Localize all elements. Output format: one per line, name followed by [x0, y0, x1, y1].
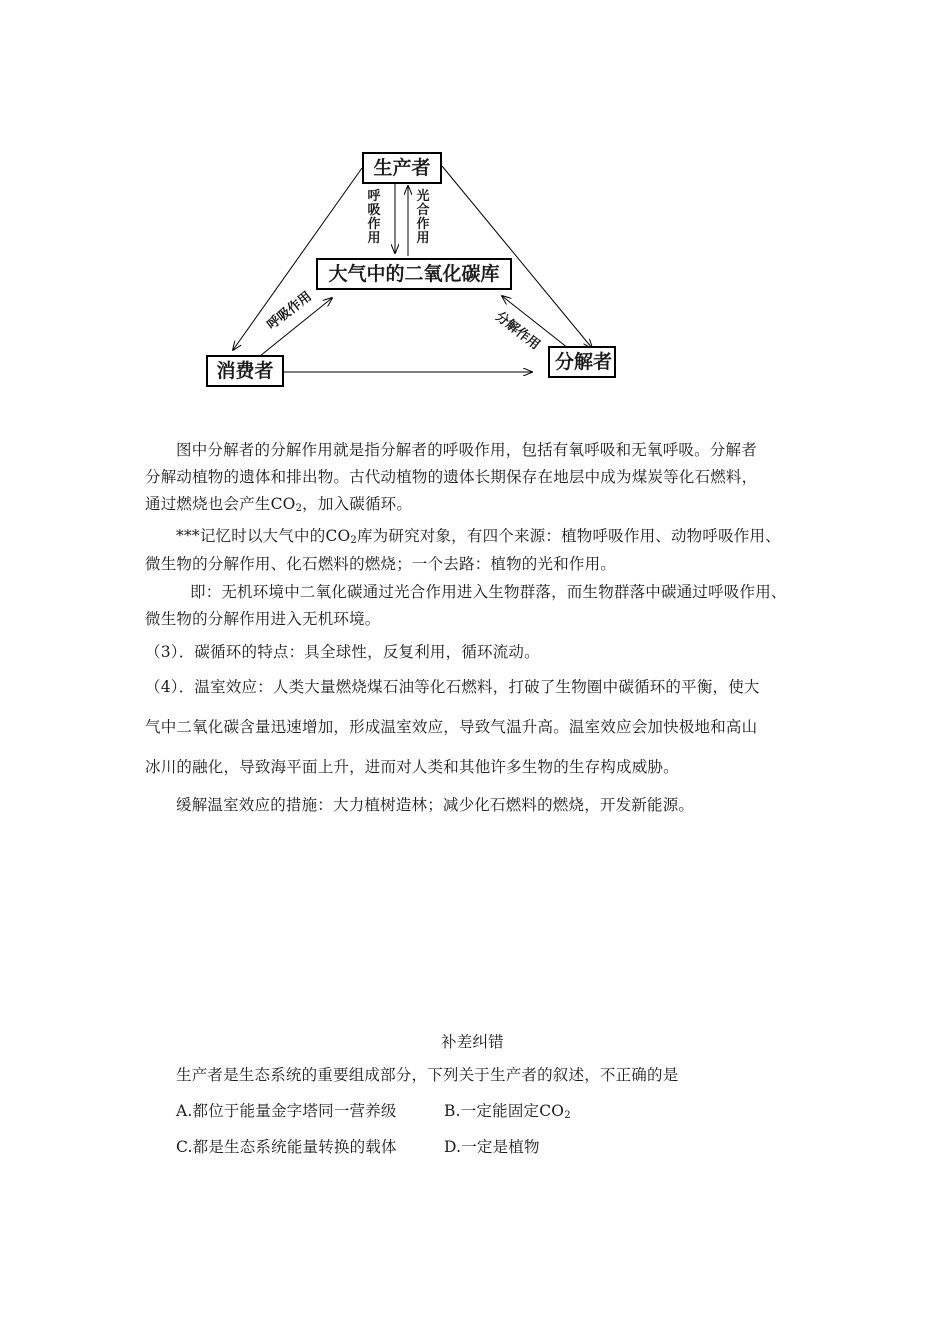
paragraph-line: 微生物的分解作用、化石燃料的燃烧；一个去路：植物的光和作用。: [145, 555, 617, 573]
paragraph-line: （4）．温室效应：人类大量燃烧煤石油等化石燃料，打破了生物圈中碳循环的平衡，使大: [145, 678, 760, 696]
paragraph-line: 分解动植物的遗体和排出物。古代动植物的遗体长期保存在地层中成为煤炭等化石燃料，: [145, 468, 758, 486]
option-c: C.都是生态系统能量转换的载体: [176, 1138, 397, 1156]
carbon-cycle-diagram: [180, 140, 660, 390]
paragraph-line: （3）．碳循环的特点：具全球性，反复利用，循环流动。: [145, 643, 540, 661]
node-consumer: 消费者: [206, 355, 284, 387]
label-producer-respiration: 呼吸作用: [367, 189, 381, 246]
label-photosynthesis: 光合作用: [416, 189, 430, 246]
paragraph-line: 冰川的融化，导致海平面上升，进而对人类和其他许多生物的生存构成威胁。: [145, 758, 679, 776]
paragraph-line: 即：无机环境中二氧化碳通过光合作用进入生物群落，而生物群落中碳通过呼吸作用、: [190, 583, 787, 601]
option-a: A.都位于能量金字塔同一营养级: [176, 1102, 397, 1120]
paragraph-line: 气中二氧化碳含量迅速增加，形成温室效应，导致气温升高。温室效应会加快极地和高山: [145, 718, 758, 736]
node-co2-pool: 大气中的二氧化碳库: [316, 258, 512, 290]
paragraph-line: 缓解温室效应的措施：大力植树造林；减少化石燃料的燃烧，开发新能源。: [176, 796, 695, 814]
text-segment: 库为研究对象，有四个来源：植物呼吸作用、动物呼吸作用、: [356, 527, 781, 545]
label-consumer-respiration: 呼吸作用: [264, 289, 315, 333]
paragraph-line: [176, 524, 781, 546]
exercise-heading: 补差纠错: [441, 1033, 504, 1051]
paragraph-line: [145, 492, 412, 514]
subscript: 2: [295, 503, 303, 514]
option-d: D.一定是植物: [444, 1138, 540, 1156]
text-segment: 通过燃烧也会产生CO: [145, 495, 296, 513]
text-segment: ***记忆时以大气中的CO: [176, 527, 351, 545]
node-producer: 生产者: [362, 152, 442, 184]
text-segment: ，加入碳循环。: [302, 495, 413, 513]
subscript: 2: [564, 1110, 571, 1121]
paragraph-line: 微生物的分解作用进入无机环境。: [145, 610, 381, 628]
subscript: 2: [350, 535, 357, 546]
text-segment: B.一定能固定CO: [444, 1102, 565, 1120]
exercise-question: 生产者是生态系统的重要组成部分，下列关于生产者的叙述，不正确的是: [176, 1066, 679, 1084]
node-decomposer: 分解者: [548, 346, 616, 378]
option-b: [444, 1099, 571, 1121]
label-decomposition: 分解作用: [492, 309, 543, 353]
paragraph-line: 图中分解者的分解作用就是指分解者的呼吸作用，包括有氧呼吸和无氧呼吸。分解者: [176, 441, 757, 459]
